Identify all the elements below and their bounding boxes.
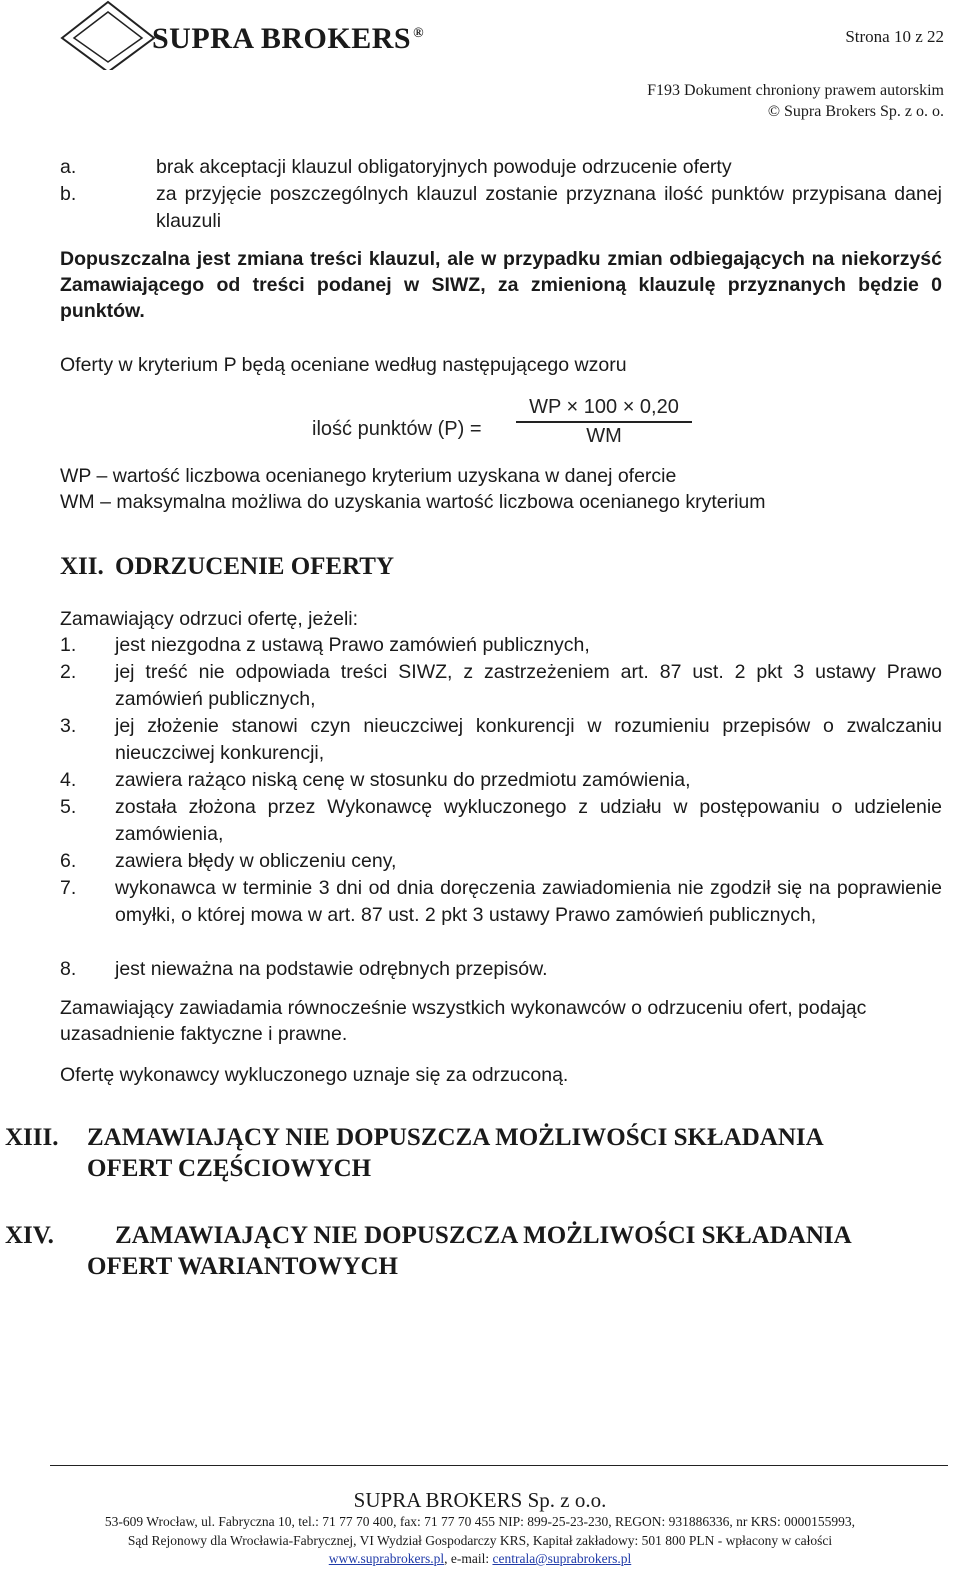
list-item-text: za przyjęcie poszczególnych klauzul zostanie przyznana ilość punktów przypisana danej klauzuli xyxy=(156,183,942,232)
list-item-number: 5. xyxy=(60,796,77,818)
wm-definition: WM – maksymalna możliwa do uzyskania wartość liczbowa ocenianego kryterium xyxy=(60,491,766,513)
list-item-number: 4. xyxy=(60,769,77,791)
brand-name: SUPRA BROKERS ® xyxy=(152,22,425,55)
footer-divider xyxy=(50,1465,948,1466)
list-item-text: jest niezgodna z ustawą Prawo zamówień publicznych, xyxy=(115,634,590,656)
section-title-line-2: OFERT CZĘŚCIOWYCH xyxy=(87,1155,372,1182)
list-item xyxy=(60,713,942,767)
list-item xyxy=(60,848,942,875)
copyright-notice: © Supra Brokers Sp. z o. o. xyxy=(767,103,944,120)
list-item-number: 3. xyxy=(60,715,77,737)
section-title-line-1: ZAMAWIAJĄCY NIE DOPUSZCZA MOŻLIWOŚCI SKŁADANIA xyxy=(87,1124,824,1151)
list-item xyxy=(60,659,942,713)
list-item xyxy=(60,632,942,659)
list-item xyxy=(60,875,942,956)
list-item-label: b. xyxy=(60,183,77,205)
list-item-number: 8. xyxy=(60,958,77,980)
supra-brokers-logo-icon xyxy=(58,0,158,70)
list-item-text: zawiera rażąco niską cenę w stosunku do przedmiotu zamówienia, xyxy=(115,769,691,791)
formula-lhs: ilość punktów (P) = xyxy=(312,418,482,440)
section-heading-xiii xyxy=(5,1122,945,1184)
rejection-intro: Zamawiający odrzuci ofertę, jeżeli: xyxy=(60,608,359,630)
wp-definition: WP – wartość liczbowa ocenianego kryterium uzyskana w danej ofercie xyxy=(60,465,677,487)
document-id: F193 Dokument chroniony prawem autorskim xyxy=(647,82,944,99)
list-item-text: została złożona przez Wykonawcę wykluczonego z udziału w postępowaniu o udzielenie zamówienia, xyxy=(115,796,942,845)
section-heading-xiv xyxy=(5,1220,945,1282)
section-title: ODRZUCENIE OFERTY xyxy=(115,553,395,580)
bold-clause-note: Dopuszczalna jest zmiana treści klauzul, ale w przypadku zmian odbiegających na niekorzyść Zamawiającego od treści podanej w SIWZ, za zmienioną klauzulę przyznanych będzie 0 punktów. xyxy=(60,248,942,322)
section-title-line-2: OFERT WARIANTOWYCH xyxy=(87,1253,398,1280)
excluded-offer-note: Ofertę wykonawcy wykluczonego uznaje się za odrzuconą. xyxy=(60,1064,569,1086)
list-item xyxy=(60,154,942,181)
list-item xyxy=(60,181,942,235)
list-item-text: zawiera błędy w obliczeniu ceny, xyxy=(115,850,397,872)
footer-address: 53-609 Wrocław, ul. Fabryczna 10, tel.: 71 77 70 400, fax: 71 77 70 455 NIP: 899-25-23-230, REGON: 931886336, nr KRS: 0000155993, xyxy=(104,1514,856,1529)
email-label: , e-mail: xyxy=(444,1551,493,1566)
section-number: XIII. xyxy=(5,1124,59,1151)
list-item xyxy=(60,794,942,848)
list-item xyxy=(60,956,942,983)
list-item-label: a. xyxy=(60,156,77,178)
section-number: XII. xyxy=(60,553,104,580)
page-number: Strona 10 z 22 xyxy=(845,27,944,46)
website-link[interactable]: www.suprabrokers.pl xyxy=(328,1551,445,1566)
formula-fraction xyxy=(516,396,692,448)
list-item-text: jej złożenie stanowi czyn nieuczciwej konkurencji w rozumieniu przepisów o zwalczaniu nieuczciwej konkurencji, xyxy=(115,715,942,764)
list-item-text: jej treść nie odpowiada treści SIWZ, z zastrzeżeniem art. 87 ust. 2 pkt 3 ustawy Prawo zamówień publicznych, xyxy=(115,661,942,710)
footer-company: SUPRA BROKERS Sp. z o.o. xyxy=(353,1488,607,1512)
section-title-line-1: ZAMAWIAJĄCY NIE DOPUSZCZA MOŻLIWOŚCI SKŁADANIA xyxy=(115,1222,852,1249)
section-heading-xii xyxy=(60,551,942,582)
email-link[interactable]: centrala@suprabrokers.pl xyxy=(492,1551,632,1566)
list-item-number: 1. xyxy=(60,634,77,656)
list-item-text: wykonawca w terminie 3 dni od dnia doręczenia zawiadomienia nie zgodził się na poprawienie omyłki, o której mowa w art. 87 ust. 2 pkt 3 ustawy Prawo zamówień publicznych, xyxy=(115,877,942,926)
registered-mark: ® xyxy=(413,26,425,41)
formula-numerator: WP × 100 × 0,20 xyxy=(529,396,679,418)
list-item-number: 7. xyxy=(60,877,77,899)
footer-contact xyxy=(0,1551,960,1567)
section-number: XIV. xyxy=(5,1222,54,1249)
rejection-notice: Zamawiający zawiadamia równocześnie wszystkich wykonawców o odrzuceniu ofert, podając uzasadnienie faktyczne i prawne. xyxy=(60,997,867,1045)
list-item-text: jest nieważna na podstawie odrębnych przepisów. xyxy=(115,958,548,980)
list-item-number: 2. xyxy=(60,661,77,683)
list-item-text: brak akceptacji klauzul obligatoryjnych powoduje odrzucenie oferty xyxy=(156,156,732,178)
list-item-number: 6. xyxy=(60,850,77,872)
footer-court-info: Sąd Rejonowy dla Wrocławia-Fabrycznej, VI Wydział Gospodarczy KRS, Kapitał zakładowy: 501 800 PLN - wpłacony w całości xyxy=(127,1533,833,1548)
formula-denominator: WM xyxy=(586,425,622,447)
criterion-intro: Oferty w kryterium P będą oceniane według następującego wzoru xyxy=(60,354,627,376)
list-item xyxy=(60,767,942,794)
